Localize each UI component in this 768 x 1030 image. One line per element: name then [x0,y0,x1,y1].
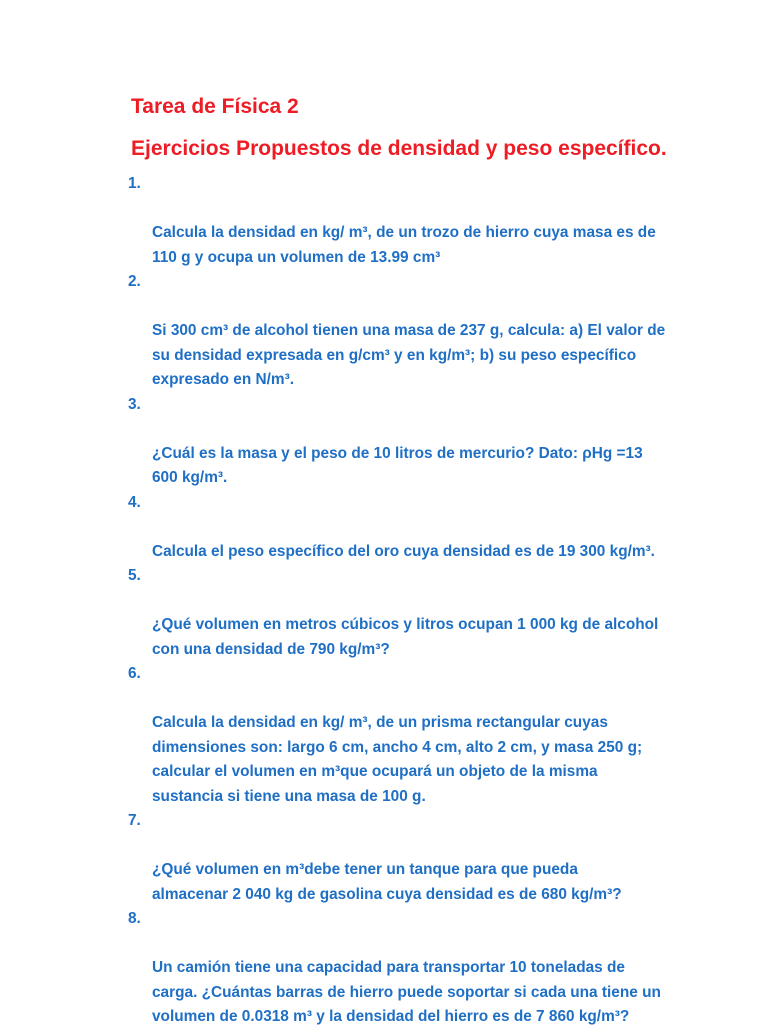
exercise-number: 7. [128,812,141,829]
exercise-list [128,172,668,1030]
exercise-text: ¿Cuál es la masa y el peso de 10 litros de mercurio? Dato: ρHg =13 600 kg/m³. [152,444,643,486]
exercise-text: Si 300 cm³ de alcohol tienen una masa de 237 g, calcula: a) El valor de su densidad expresada en g/cm³ y en kg/m³; b) su peso específico expresado en N/m³. [152,322,666,388]
exercise-text: Un camión tiene una capacidad para transportar 10 toneladas de carga. ¿Cuántas barras de hierro puede soportar si cada una tiene un volumen de 0.0318 m³ y la densidad del hierro es de 7 860 kg/m³? [152,959,661,1025]
exercise-item [128,907,668,1030]
exercise-number: 5. [128,567,141,584]
exercise-item [128,172,668,270]
exercise-text: Calcula la densidad en kg/ m³, de un trozo de hierro cuya masa es de 110 g y ocupa un volumen de 13.99 cm³ [152,224,656,266]
exercise-item [128,809,668,907]
exercise-item [128,564,668,662]
exercise-number: 1. [128,175,141,192]
exercise-number: 6. [128,665,141,682]
exercise-item [128,393,668,491]
exercise-text: ¿Qué volumen en m³debe tener un tanque para que pueda almacenar 2 040 kg de gasolina cuya densidad es de 680 kg/m³? [152,861,622,903]
exercise-text: ¿Qué volumen en metros cúbicos y litros ocupan 1 000 kg de alcohol con una densidad de 790 kg/m³? [152,616,659,658]
exercise-number: 4. [128,493,141,511]
exercise-text: Calcula la densidad en kg/ m³, de un prisma rectangular cuyas dimensiones son: largo 6 cm, ancho 4 cm, alto 2 cm, y masa 250 g; calcular el volumen en m³que ocupará un objeto de la misma sustancia si tiene una masa de 100 g. [152,714,643,805]
exercise-text: Calcula el peso específico del oro cuya densidad es de 19 300 kg/m³. [152,542,655,560]
document-title: Tarea de Física 2 [131,95,299,118]
document-subtitle: Ejercicios Propuestos de densidad y peso específico. [131,137,667,160]
exercise-number: 2. [128,273,141,290]
exercise-number: 8. [128,910,141,927]
exercise-item [128,270,668,393]
exercise-number: 3. [128,395,141,413]
exercise-item [128,662,668,809]
exercise-item [128,491,668,565]
